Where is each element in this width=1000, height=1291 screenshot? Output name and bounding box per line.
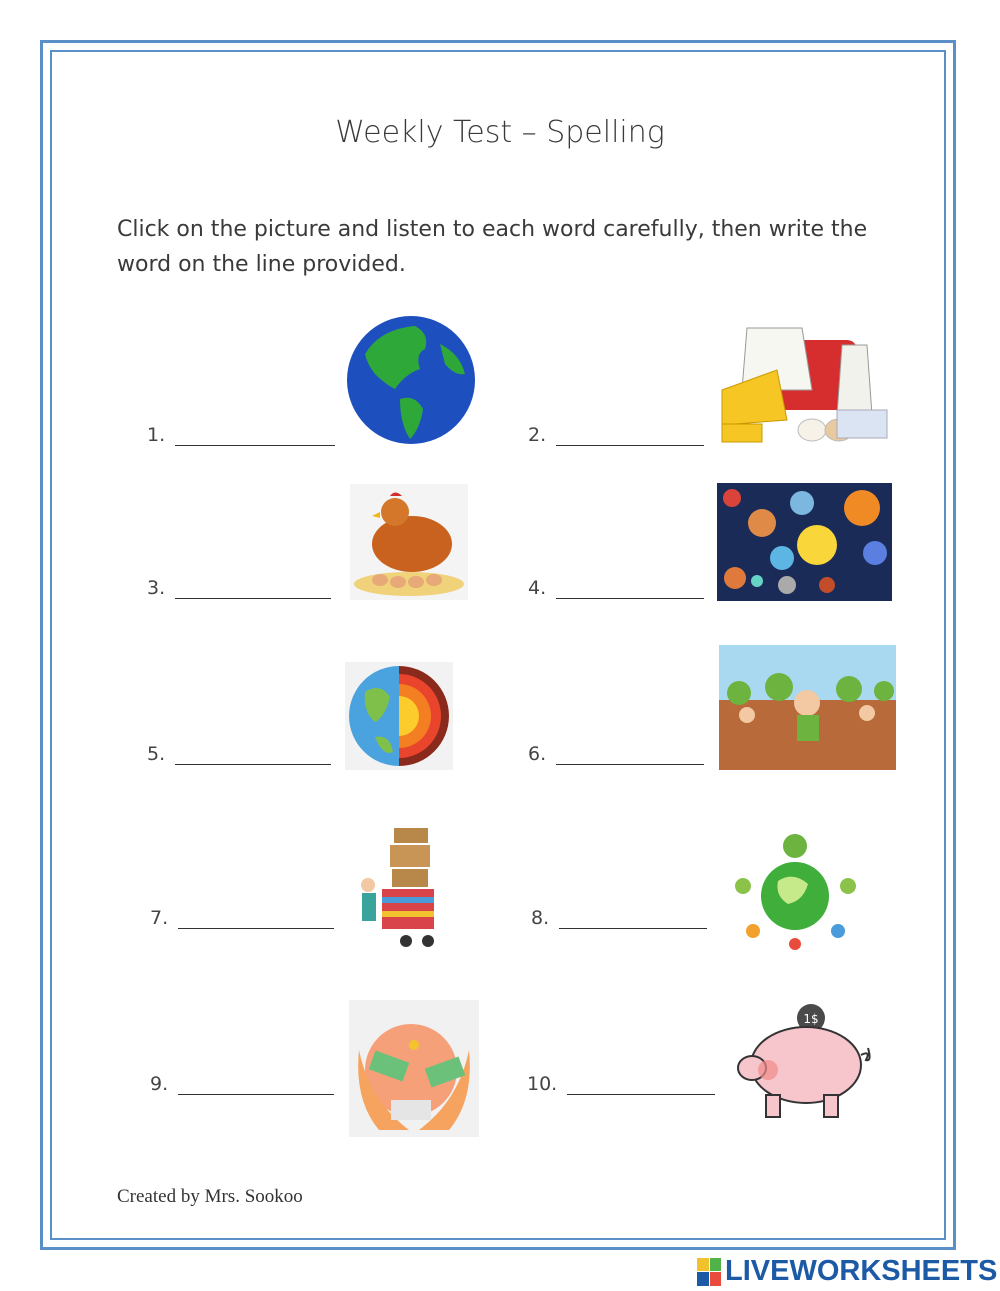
green-planet-icon[interactable] [723,826,868,956]
answer-line-7[interactable] [178,910,334,929]
question-6 [528,743,704,765]
question-8 [531,907,707,929]
question-2 [528,424,704,446]
footer-credit: Created by Mrs. Sookoo [117,1186,303,1207]
question-10 [527,1073,715,1095]
question-4 [528,577,704,599]
hands-with-money-icon[interactable] [349,1000,479,1137]
brand-icon [697,1258,721,1286]
answer-line-6[interactable] [556,746,704,765]
question-3 [147,577,331,599]
piggy-bank-icon[interactable] [726,1000,874,1124]
question-5 [147,743,331,765]
answer-line-1[interactable] [175,427,335,446]
question-number: 4. [528,577,547,599]
hen-with-eggs-icon[interactable] [350,484,468,600]
question-number: 10. [527,1073,558,1095]
earth-layers-icon[interactable] [345,662,453,770]
brand-logo[interactable] [697,1255,997,1288]
question-number: 9. [150,1073,169,1095]
answer-line-10[interactable] [567,1076,715,1095]
question-number: 2. [528,424,547,446]
question-1 [147,424,335,446]
question-number: 3. [147,577,166,599]
question-number: 1. [147,424,166,446]
question-number: 6. [528,743,547,765]
question-number: 7. [150,907,169,929]
coin-label: 1$ [803,1012,819,1026]
answer-line-4[interactable] [556,580,704,599]
question-number: 5. [147,743,166,765]
instructions: Click on the picture and listen to each word carefully, then write the word on the line provided. [117,217,868,277]
answer-line-2[interactable] [556,427,704,446]
answer-line-3[interactable] [175,580,331,599]
answer-line-5[interactable] [175,746,331,765]
dairy-foods-icon[interactable] [717,320,895,446]
question-9 [150,1073,334,1095]
woman-pushing-cart-icon[interactable] [356,823,440,951]
earth-globe-icon[interactable] [345,314,477,446]
question-7 [150,907,334,929]
question-number: 8. [531,907,550,929]
planets-solar-system-icon[interactable] [717,483,892,601]
answer-line-9[interactable] [178,1076,334,1095]
brand-name: LIVEWORKSHEETS [725,1255,998,1287]
children-planting-trees-icon[interactable] [719,645,896,770]
page-title: Weekly Test – Spelling [335,115,665,150]
answer-line-8[interactable] [559,910,707,929]
